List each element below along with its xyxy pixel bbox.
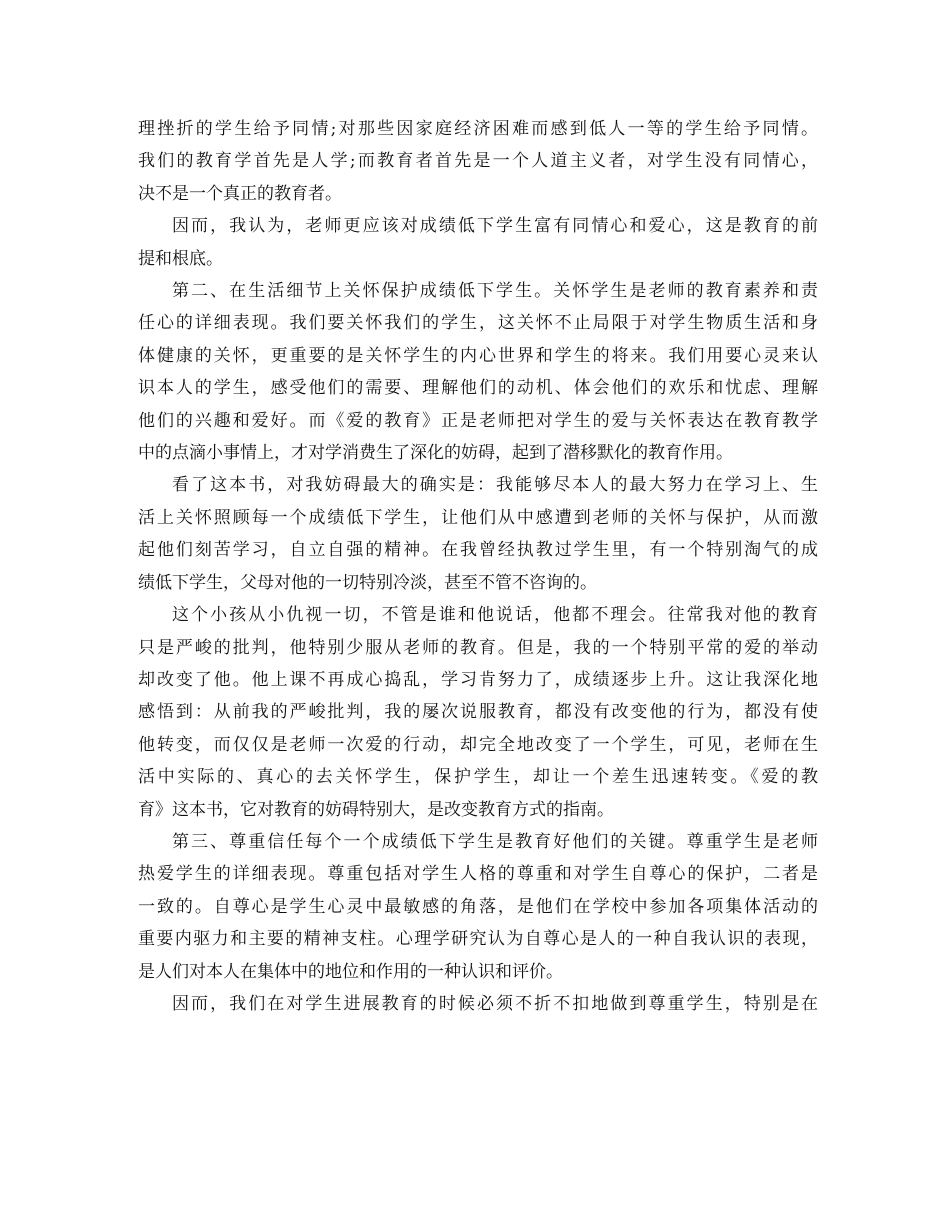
paragraph xyxy=(138,275,818,469)
paragraph xyxy=(138,210,818,275)
text-line: 活上关怀照顾每一个成绩低下学生，让他们从中感遭到老师的关怀与保护，从而激 xyxy=(138,507,818,528)
text-line: 这个小孩从小仇视一切，不管是谁和他说话，他都不理会。往常我对他的教育 xyxy=(172,605,818,626)
text-line: 识本人的学生，感受他们的需要、理解他们的动机、体会他们的欢乐和忧虑、理解 xyxy=(138,378,818,399)
text-line: 因而，我们在对学生进展教育的时候必须不折不扣地做到尊重学生，特别是在 xyxy=(172,993,818,1014)
paragraph xyxy=(138,113,818,210)
paragraph xyxy=(138,988,818,1020)
text-line: 育》这本书，它对教育的妨碍特别大，是改变教育方式的指南。 xyxy=(138,799,614,820)
text-line: 却改变了他。他上课不再成心捣乱，学习肯努力了，成绩逐步上升。这让我深化地 xyxy=(138,669,818,690)
document-page xyxy=(138,113,818,1020)
text-line: 绩低下学生，父母对他的一切特别冷淡，甚至不管不咨询的。 xyxy=(138,572,597,593)
text-line: 他转变，而仅仅是老师一次爱的行动，却完全地改变了一个学生，可见，老师在生 xyxy=(138,734,818,755)
text-line: 只是严峻的批判，他特别少服从老师的教育。但是，我的一个特别平常的爱的举动 xyxy=(138,637,818,658)
text-line: 起他们刻苦学习，自立自强的精神。在我曾经执教过学生里，有一个特别淘气的成 xyxy=(138,540,818,561)
text-line: 一致的。自尊心是学生心灵中最敏感的角落，是他们在学校中参加各项集体活动的 xyxy=(138,896,818,917)
paragraph xyxy=(138,826,818,988)
text-line: 第三、尊重信任每个一个成绩低下学生是教育好他们的关键。尊重学生是老师 xyxy=(172,831,818,852)
text-line: 重要内驱力和主要的精神支柱。心理学研究认为自尊心是人的一种自我认识的表现， xyxy=(138,929,818,950)
text-line: 感悟到：从前我的严峻批判，我的屡次说服教育，都没有改变他的行为，都没有使 xyxy=(138,702,818,723)
text-line: 我们的教育学首先是人学;而教育者首先是一个人道主义者，对学生没有同情心， xyxy=(138,151,818,172)
text-line: 活中实际的、真心的去关怀学生，保护学生，却让一个差生迅速转变。《爱的教 xyxy=(138,767,818,788)
paragraph xyxy=(138,469,818,599)
text-line: 任心的详细表现。我们要关怀我们的学生，这关怀不止局限于对学生物质生活和身 xyxy=(138,313,818,334)
text-line: 提和根底。 xyxy=(138,248,223,269)
text-line: 是人们对本人在集体中的地位和作用的一种认识和评价。 xyxy=(138,961,563,982)
paragraph xyxy=(138,599,818,826)
text-line: 热爱学生的详细表现。尊重包括对学生人格的尊重和对学生自尊心的保护，二者是 xyxy=(138,864,818,885)
text-line: 中的点滴小事情上，才对学消费生了深化的妨碍，起到了潜移默化的教育作用。 xyxy=(138,443,733,464)
text-line: 因而，我认为，老师更应该对成绩低下学生富有同情心和爱心，这是教育的前 xyxy=(172,216,818,237)
text-line: 看了这本书，对我妨碍最大的确实是：我能够尽本人的最大努力在学习上、生 xyxy=(172,475,818,496)
text-line: 他们的兴趣和爱好。而《爱的教育》正是老师把对学生的爱与关怀表达在教育教学 xyxy=(138,410,818,431)
text-line: 体健康的关怀，更重要的是关怀学生的内心世界和学生的将来。我们用要心灵来认 xyxy=(138,345,818,366)
text-line: 理挫折的学生给予同情;对那些因家庭经济困难而感到低人一等的学生给予同情。 xyxy=(138,119,818,139)
text-line: 第二、在生活细节上关怀保护成绩低下学生。关怀学生是老师的教育素养和责 xyxy=(172,281,818,302)
text-line: 决不是一个真正的教育者。 xyxy=(138,183,342,204)
